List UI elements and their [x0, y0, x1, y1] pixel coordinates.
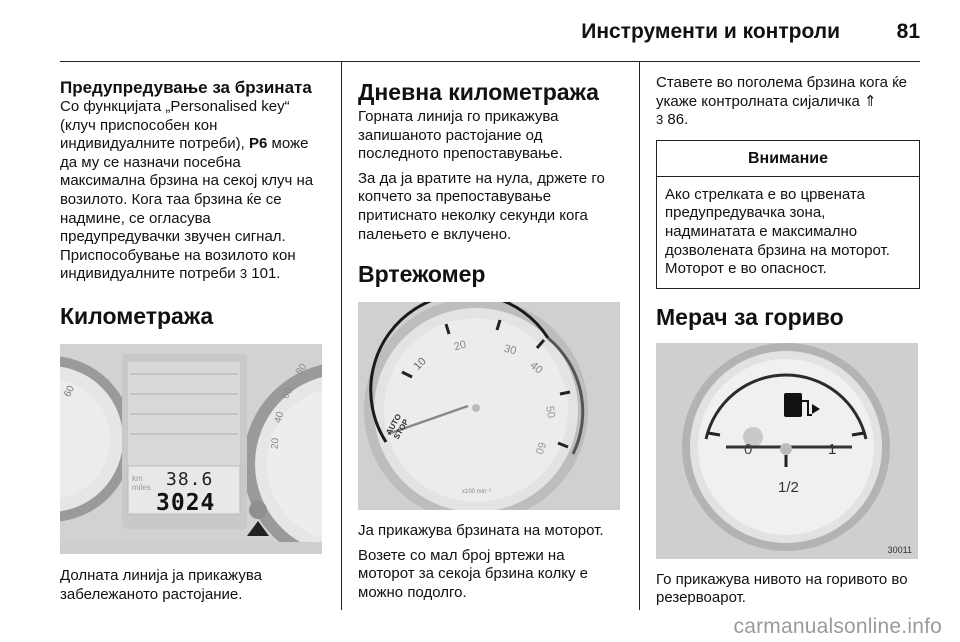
trip-odometer-heading: Дневна километража — [358, 79, 599, 105]
figure-number: 30011 — [887, 544, 912, 555]
page-ref-icon: 3 — [239, 266, 248, 282]
trip-odometer-paragraph-1: Горната линија го прикажува запишаното растојание од последното препоставување. — [358, 108, 563, 163]
tacho-tick-label: 30 — [502, 342, 518, 358]
tacho-tick-label: 10 — [411, 355, 429, 373]
speed-warning-paragraph: Со функцијата „Personalised key“ (клуч приспособен кон индивидуалните потреби), P6 може да му се назначи посебна максимална брзина на секој клуч на возилото. Кога таа брзина ќе се надмине, се огласува предупредувачки звучен сигнал. Приспособувањe на возилото кон индивидуалните потреби 3 101. — [60, 98, 314, 283]
fuel-gauge-caption: Го прикажува нивото на горивото во резервоарот. — [656, 570, 908, 607]
odometer-heading: Километража — [60, 302, 214, 329]
trip-unit-label: km — [132, 473, 143, 483]
column-divider — [341, 62, 342, 610]
tachometer-heading: Вртежомер — [358, 261, 486, 288]
odometer-caption: Долната линија ја прикажува забележаното растојание. — [60, 566, 263, 603]
caution-title: Внимание — [657, 141, 919, 177]
tachometer-figure — [358, 302, 620, 510]
right-gauge-tick: 40 — [272, 410, 287, 425]
tacho-tick-label: 50 — [543, 405, 558, 420]
tacho-unit-label: x100 min⁻¹ — [462, 489, 492, 496]
tacho-tick-label: 40 — [527, 359, 545, 377]
fuel-half-label: 1/2 — [778, 478, 799, 496]
right-gauge-tick: 80 — [293, 361, 310, 378]
tacho-tick-label: 20 — [452, 338, 468, 354]
column-3 — [656, 62, 920, 608]
right-gauge-tick: 60 — [280, 385, 296, 402]
odo-unit-label: miles — [132, 482, 151, 492]
page-ref-icon: 3 — [656, 112, 664, 128]
column-divider — [639, 62, 640, 610]
trip-odometer-paragraph-2: За да ја вратите на нула, држете го копчето за препоставување притиснато неколку секунди кога палењето е вклучено. — [358, 169, 605, 243]
column-1 — [60, 62, 326, 604]
tachometer-paragraph-1: Ја прикажува брзината на моторот. — [358, 522, 604, 540]
tachometer-paragraph-2: Возете со мал број вртежи на моторот за секоја брзина колку е можно подолго. — [358, 546, 588, 601]
shift-paragraph: Ставете во поголема брзина кога ќе укаже контролната сијаличка ⇑ 3 86. — [656, 74, 908, 129]
fuel-gauge-figure — [656, 343, 918, 559]
trip-odometer-value: 38.6 — [166, 468, 214, 490]
speed-warning-heading: Предупредување за брзината — [60, 78, 312, 97]
odometer-figure — [60, 344, 322, 554]
fuel-empty-label: 0 — [744, 440, 753, 458]
column-2 — [358, 62, 624, 603]
page-header — [60, 0, 920, 62]
tacho-tick-label: 60 — [532, 440, 548, 456]
fuel-full-label: 1 — [828, 440, 837, 458]
shift-light-icon: ⇑ — [864, 92, 877, 110]
page-number: 81 — [896, 20, 920, 43]
caution-box — [656, 140, 920, 289]
right-gauge-tick: 20 — [269, 437, 282, 450]
autostop-label: AUTO STOP — [384, 412, 411, 441]
p6-code: P6 — [249, 135, 268, 153]
watermark: carmanualsonline.info — [733, 615, 942, 638]
caution-text: Ако стрелката е во црвената предупредувачка зона, надминатата е максимално дозволената брзина на моторот. Моторот е во опасност. — [665, 185, 890, 278]
left-gauge-tick: 60 — [62, 384, 77, 399]
fuel-gauge-heading: Мерач за гориво — [656, 303, 844, 330]
total-odometer-value: 3024 — [156, 489, 216, 516]
page-title: Инструменти и контроли — [581, 20, 840, 43]
